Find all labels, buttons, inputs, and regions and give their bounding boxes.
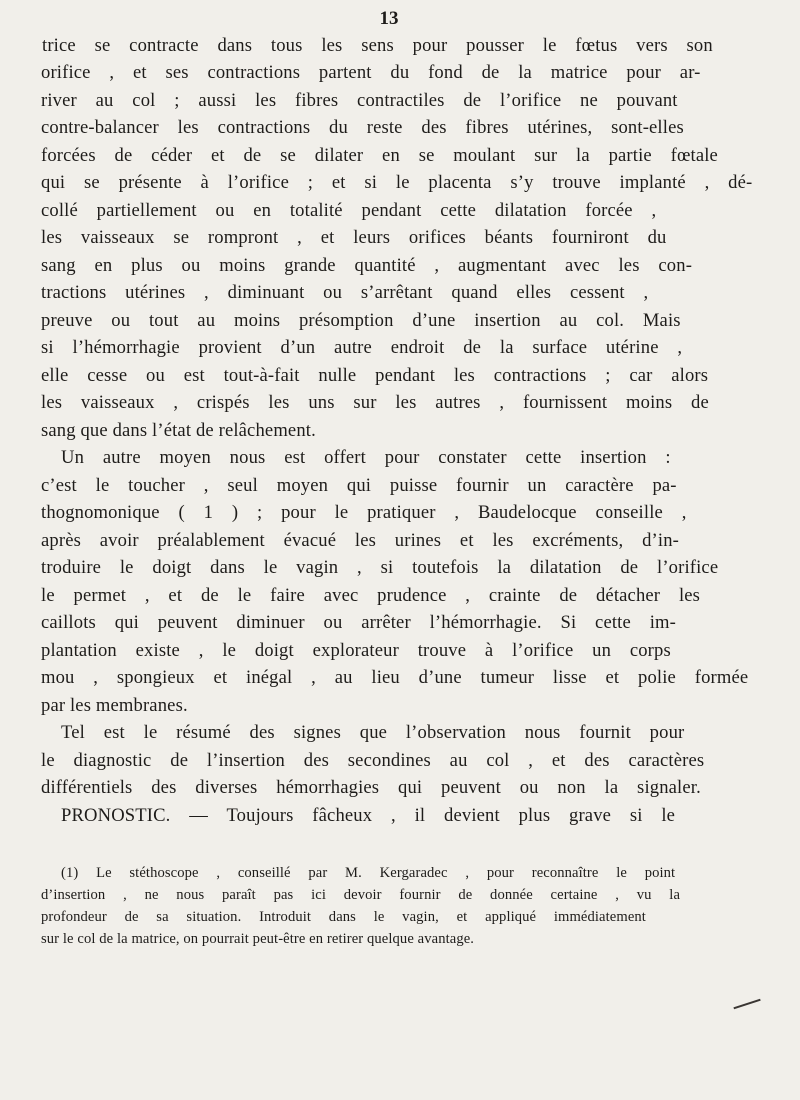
body-line: trice se contracte dans tous les sens pour pousser le fœtus vers son (42, 35, 713, 56)
body-line: thognomonique ( 1 ) ; pour le pratiquer , Baudelocque conseille , (41, 502, 687, 523)
body-line: les vaisseaux , crispés les uns sur les autres , fournissent moins de (41, 392, 709, 413)
footnote-line: sur le col de la matrice, on pourrait peut-être en retirer quelque avantage. (41, 931, 475, 947)
page-number: 13 (379, 8, 399, 29)
footnote-line: d’insertion , ne nous paraît pas ici devoir fournir de donnée certaine , vu la (41, 887, 681, 903)
body-line: sang que dans l’état de relâchement. (41, 420, 316, 441)
body-line: après avoir préalablement évacué les urines et les excréments, d’in- (41, 530, 680, 551)
body-line: différentiels des diverses hémorrhagies qui peuvent ou non la signaler. (41, 777, 701, 798)
body-line: Tel est le résumé des signes que l’observation nous fournit pour (61, 722, 685, 743)
section-heading-line: PRONOSTIC. — Toujours fâcheux , il devient plus grave si le (61, 805, 676, 826)
body-line: forcées de céder et de se dilater en se moulant sur la partie fœtale (41, 145, 718, 166)
body-line: preuve ou tout au moins présomption d’une insertion au col. Mais (41, 310, 681, 331)
body-line: collé partiellement ou en totalité pendant cette dilatation forcée , (41, 200, 657, 221)
body-line: contre-balancer les contractions du reste des fibres utérines, sont-elles (41, 117, 684, 138)
footnote-line: profondeur de sa situation. Introduit dans le vagin, et appliqué immédiatement (41, 909, 646, 925)
body-line: qui se présente à l’orifice ; et si le placenta s’y trouve implanté , dé- (41, 172, 753, 193)
body-line: caillots qui peuvent diminuer ou arrêter l’hémorrhagie. Si cette im- (41, 612, 676, 633)
body-line: sang en plus ou moins grande quantité , augmentant avec les con- (41, 255, 693, 276)
footnote-line: (1) Le stéthoscope , conseillé par M. Kergaradec , pour reconnaître le point (61, 865, 676, 881)
body-line: mou , spongieux et inégal , au lieu d’une tumeur lisse et polie formée (41, 667, 749, 688)
body-line: plantation existe , le doigt explorateur trouve à l’orifice un corps (41, 640, 671, 661)
body-line: elle cesse ou est tout-à-fait nulle pendant les contractions ; car alors (41, 365, 709, 386)
body-line: orifice , et ses contractions partent du fond de la matrice pour ar- (41, 62, 701, 83)
body-line: les vaisseaux se rompront , et leurs orifices béants fourniront du (41, 227, 667, 248)
body-line: par les membranes. (41, 695, 188, 716)
body-line: Un autre moyen nous est offert pour constater cette insertion : (61, 447, 671, 468)
body-line: si l’hémorrhagie provient d’un autre endroit de la surface utérine , (41, 337, 683, 358)
body-line: troduire le doigt dans le vagin , si toutefois la dilatation de l’orifice (41, 557, 719, 578)
ink-mark (733, 999, 760, 1009)
body-line: river au col ; aussi les fibres contractiles de l’orifice ne pouvant (41, 90, 678, 111)
body-line: c’est le toucher , seul moyen qui puisse fournir un caractère pa- (41, 475, 677, 496)
body-line: le diagnostic de l’insertion des secondines au col , et des caractères (41, 750, 705, 771)
body-line: le permet , et de le faire avec prudence , crainte de détacher les (41, 585, 701, 606)
body-line: tractions utérines , diminuant ou s’arrêtant quand elles cessent , (41, 282, 649, 303)
